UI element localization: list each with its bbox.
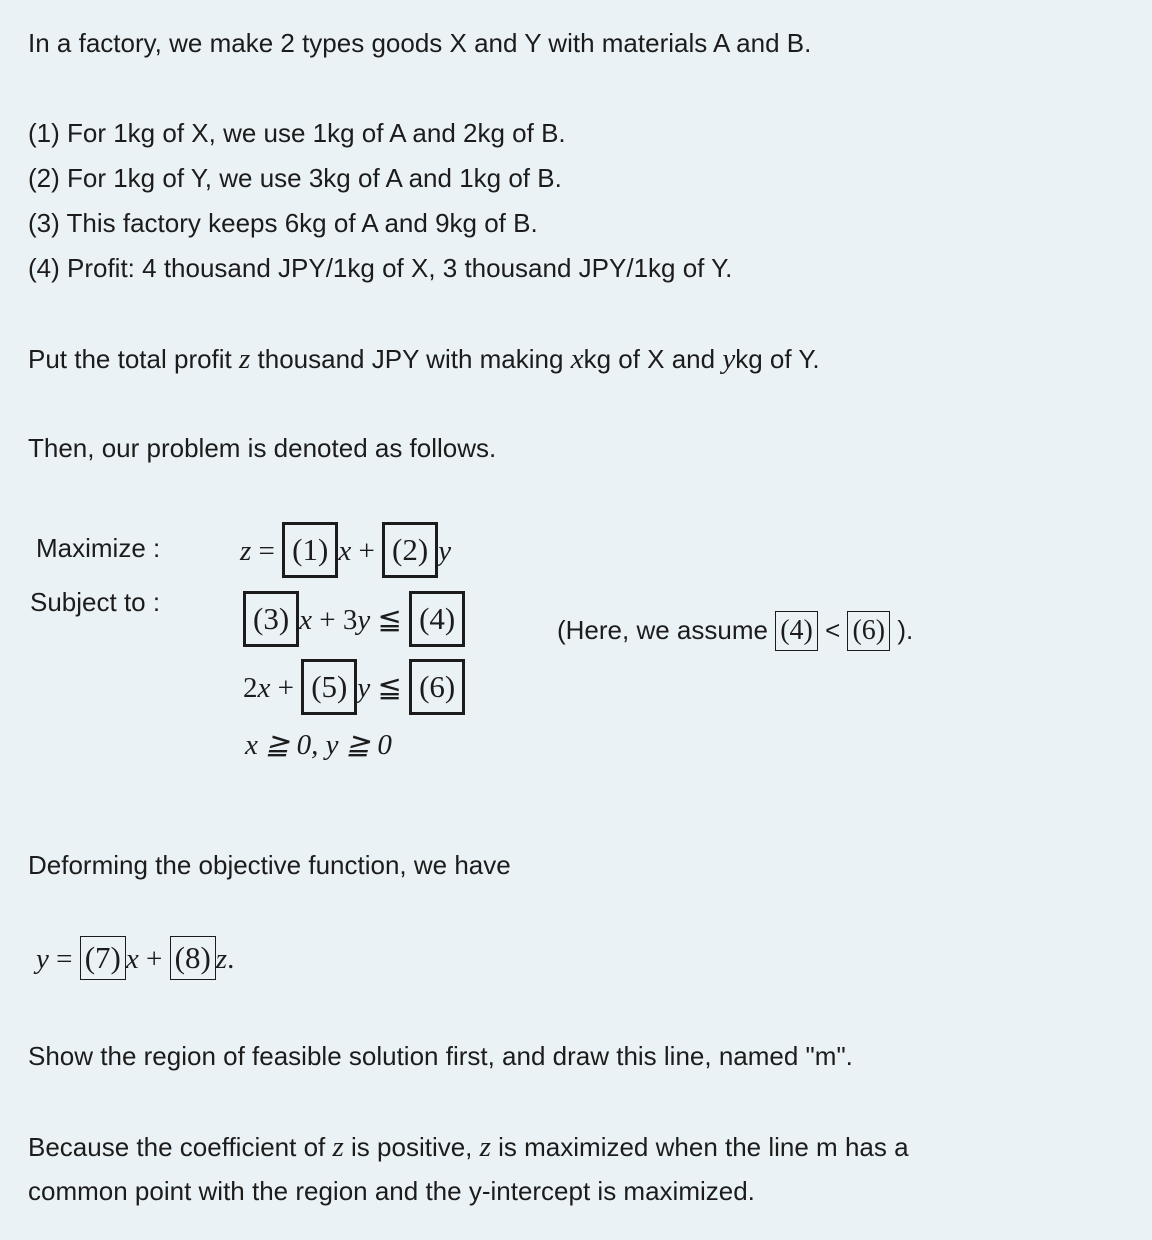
profit-sentence: Put the total profit z thousand JPY with making xkg of X and ykg of Y. (28, 343, 820, 375)
objective-function: z = (1) x + (2) y (240, 522, 451, 578)
deform-sentence: Deforming the objective function, we have (28, 850, 511, 880)
intro-text: In a factory, we make 2 types goods X and Y with materials A and B. (28, 28, 812, 58)
blank-2[interactable]: (2) (382, 522, 438, 578)
deformed-equation: y = (7) x + (8) z. (36, 936, 234, 980)
condition-1: (1) For 1kg of X, we use 1kg of A and 2kg of B. (28, 118, 566, 148)
then-sentence: Then, our problem is denoted as follows. (28, 433, 497, 463)
because-line-1: Because the coefficient of z is positive, z is maximized when the line m has a (28, 1131, 909, 1163)
blank-5[interactable]: (5) (301, 659, 357, 715)
blank-4[interactable]: (4) (409, 591, 465, 647)
maximize-label: Maximize : (36, 533, 161, 563)
constraint-2: 2x + (5) y ≦ (6) (243, 659, 465, 715)
assume-blank-6[interactable]: (6) (847, 611, 890, 651)
constraint-1: (3) x + 3y ≦ (4) (243, 591, 465, 647)
blank-8[interactable]: (8) (170, 936, 216, 980)
assumption-note: (Here, we assume (4) < (6) ). (557, 611, 913, 651)
nonnegativity-constraint: x ≧ 0, y ≧ 0 (245, 729, 392, 761)
blank-7[interactable]: (7) (80, 936, 126, 980)
subject-to-label: Subject to : (30, 587, 161, 617)
assume-blank-4[interactable]: (4) (775, 611, 818, 651)
condition-3: (3) This factory keeps 6kg of A and 9kg of B. (28, 208, 538, 238)
blank-3[interactable]: (3) (243, 591, 299, 647)
because-line-2: common point with the region and the y-intercept is maximized. (28, 1176, 755, 1206)
condition-2: (2) For 1kg of Y, we use 3kg of A and 1kg of B. (28, 163, 562, 193)
condition-4: (4) Profit: 4 thousand JPY/1kg of X, 3 thousand JPY/1kg of Y. (28, 253, 733, 283)
show-region-sentence: Show the region of feasible solution first, and draw this line, named "m". (28, 1041, 853, 1071)
blank-1[interactable]: (1) (282, 522, 338, 578)
blank-6[interactable]: (6) (409, 659, 465, 715)
